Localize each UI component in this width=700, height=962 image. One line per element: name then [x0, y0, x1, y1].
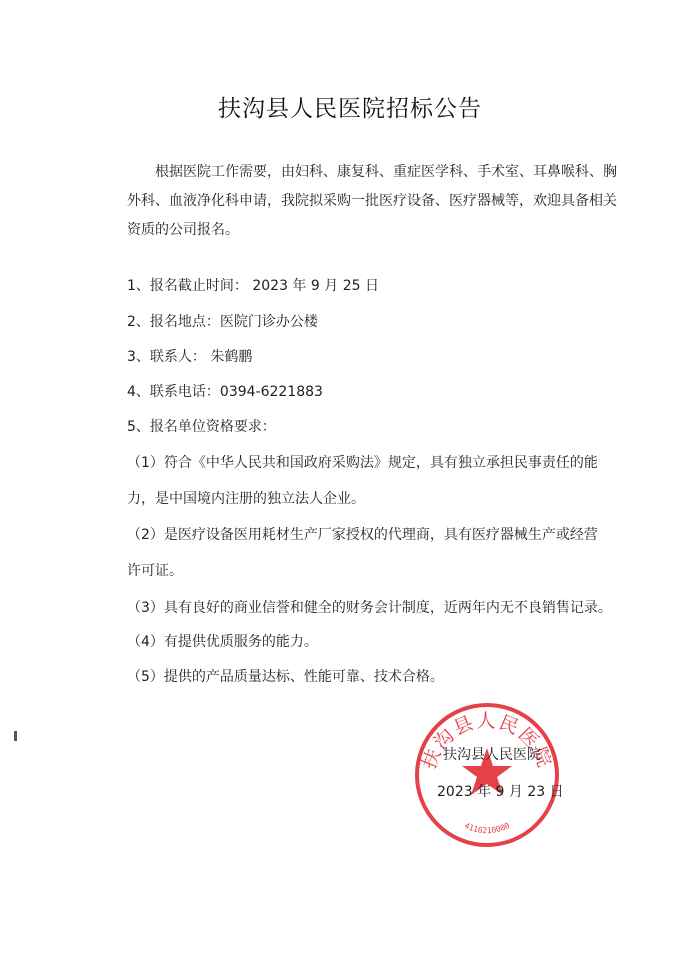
requirement-1: （1）符合《中华人民共和国政府采购法》规定，具有独立承担民事责任的能力，是中国境内注册的独立法人企业。	[127, 455, 598, 507]
requirement-5: （5）提供的产品质量达标、性能可靠、技术合格。	[127, 669, 444, 685]
requirement-2: （2）是医疗设备医用耗材生产厂家授权的代理商，具有医疗器械生产或经营许可证。	[127, 527, 598, 579]
document-title: 扶沟县人民医院招标公告	[218, 96, 482, 122]
signature-date: 2023 年 9 月 23 日	[437, 784, 564, 800]
requirement-3: （3）具有良好的商业信誉和健全的财务会计制度，近两年内无不良销售记录。	[127, 600, 612, 616]
scan-mark	[14, 731, 17, 741]
intro-paragraph: 根据医院工作需要，由妇科、康复科、重症医学科、手术室、耳鼻喉科、胸外科、血液净化科申请，我院拟采购一批医疗设备、医疗器械等，欢迎具备相关资质的公司报名。	[127, 164, 617, 238]
item-phone: 4、联系电话：0394-6221883	[127, 384, 323, 400]
svg-text:扶沟县人民医院: 扶沟县人民医院	[418, 710, 556, 772]
item-qualifications: 5、报名单位资格要求：	[127, 419, 276, 435]
item-deadline: 1、报名截止时间： 2023 年 9 月 25 日	[127, 278, 379, 294]
svg-text:4116210000: 4116210000	[462, 820, 512, 836]
item-contact: 3、联系人： 朱鹤鹏	[127, 349, 253, 365]
signature-org: 扶沟县人民医院	[443, 747, 541, 763]
requirement-4: （4）有提供优质服务的能力。	[127, 634, 318, 650]
item-location: 2、报名地点：医院门诊办公楼	[127, 314, 318, 330]
official-seal-icon	[412, 700, 562, 850]
